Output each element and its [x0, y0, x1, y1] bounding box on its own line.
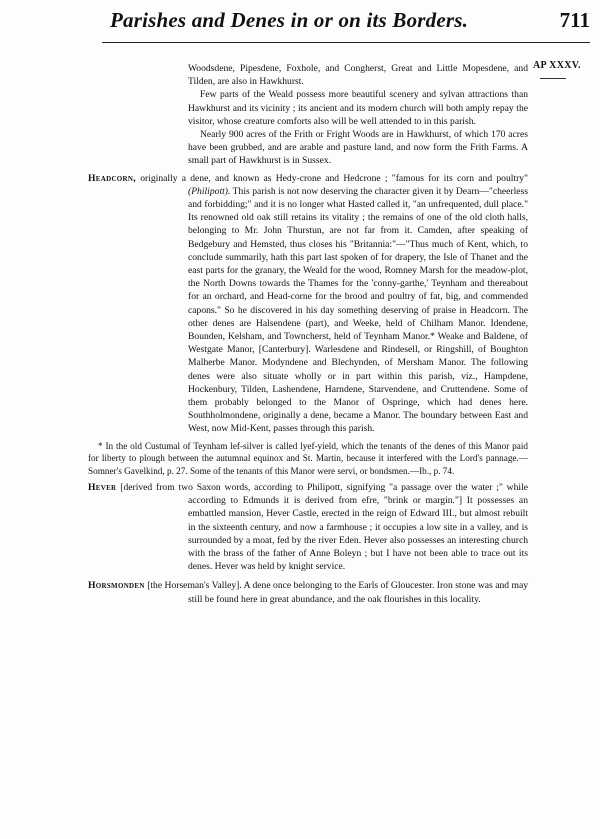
entry-headcorn	[88, 172, 528, 436]
page-body	[88, 62, 528, 606]
margin-note-rule	[540, 78, 566, 79]
header-rule	[102, 42, 590, 43]
hawkhurst-continuation: Woodsdene, Pipesdene, Foxhole, and Congherst, Great and Little Mopesdene, and Tilden, are also in Hawkhurst.	[188, 63, 528, 88]
entry-source: (Philipott).	[188, 185, 231, 197]
entry-text: This parish is not now deserving the character given it by Dearn—"cheerless and forbidding;" and it is no longer what Hasted called it, "an unfrequented, dull place." Its renowned old oak still retains its vitality ; the remains of one of the old cloth halls, belonging to Mr. John Thurstun, are not far from it. Camden, after speaking of Bedgebury and Hemsted, thus closes his "Britannia:"—"Thus much of Kent, which, to conclude summarily, hath this part last spoken of for drapery, the Isle of Thanet and the east parts for the granary, the Weald for the wood, Romney Marsh for the meadow-plot, the North Downs towards the Thames for the 'conny-garthe,' Teynham and thereabout for an orchard, and Head-corne for the brood and poultry of fat, big, and commended capons." So he discovered in his day something deserving of praise in Headcorn. The other denes are Halsendene (part), and Weeke, held of Chilham Manor. Idendene, Bounden, Kelsham, and Towncherst, held of Teynham Manor.* Weake and Baldene, of Westgate Manor, [Canterbury]. Warlesdene and Rindesell, or Ringshill, of Boughton Malherbe Manor. Modyndene and Blechynden, of Mersham Manor. The following denes were also situate wholly or in part within this parish, viz., Hampdene, Hockenbury, Tilden, Lashendene, Harndene, Starvendene, and Cruttendene. Some of them probably belonged to the Manor of Ospringe, which had denes here. Southholmondene, originally a dene, became a Manor. The boundary between East and West, now Mid-Kent, passes through this parish.	[188, 185, 528, 435]
hawkhurst-paragraph-scenery: Few parts of the Weald possess more beautiful scenery and sylvan attractions than Hawkhurst and its vicinity ; its ancient and its modern church will both amply repay the visitor, whose creature comforts also will be well attended to in this parish.	[188, 89, 528, 127]
page-header	[110, 8, 590, 42]
entry-headword: Horsmonden	[88, 580, 145, 592]
running-title: Parishes and Denes in or on its Borders.	[110, 8, 469, 32]
entry-hever	[88, 481, 528, 573]
footnote: * In the old Custumal of Teynham lef-silver is called lyef-yield, which the tenants of the denes of this Manor paid for liberty to plough between the autumnal equinox and St. Martin, because it interfered with the Lord's pannage.—Somner's Gavelkind, p. 27. Some of the tenants of this Manor were servi, or bondsmen.—Ib., p. 74.	[88, 440, 528, 476]
page-number: 711	[559, 8, 590, 32]
entry-text: [derived from two Saxon words, according to Philipott, signifying "a passage over the water ;" while according to Edmunds it is derived from efre, "brink or margin."] It possesses an embattled mansion, Hever Castle, erected in the reign of Edward III., but almost rebuilt in the sixteenth century, and now a farmhouse ; it occupies a low site in a valley, and is surrounded by a moat, fed by the river Eden. Hever also possesses an interesting church with the brass of the father of Anne Boleyn ; but I have not been able to trace out its denes. Hever was held by knight service.	[120, 481, 528, 573]
entry-horsmonden	[88, 579, 528, 605]
hawkhurst-paragraph-frith: Nearly 900 acres of the Frith or Fright Woods are in Hawkhurst, of which 170 acres have been grubbed, and are arable and pasture land, and now form the Frith Farms. A small part of Hawkhurst is in Sussex.	[188, 129, 528, 167]
entry-text: [the Horseman's Valley]. A dene once belonging to the Earls of Gloucester. Iron stone was and may still be found here in great abundance, and the oak flourishes in this locality.	[147, 580, 529, 605]
entry-headword: Hever	[88, 481, 117, 493]
margin-note: AP XXXV.	[533, 60, 581, 71]
entry-text: originally a dene, and known as Hedy-crone and Hedcrone ; "famous for its corn and poultry"	[140, 172, 528, 184]
entry-headword: Headcorn,	[88, 172, 136, 184]
